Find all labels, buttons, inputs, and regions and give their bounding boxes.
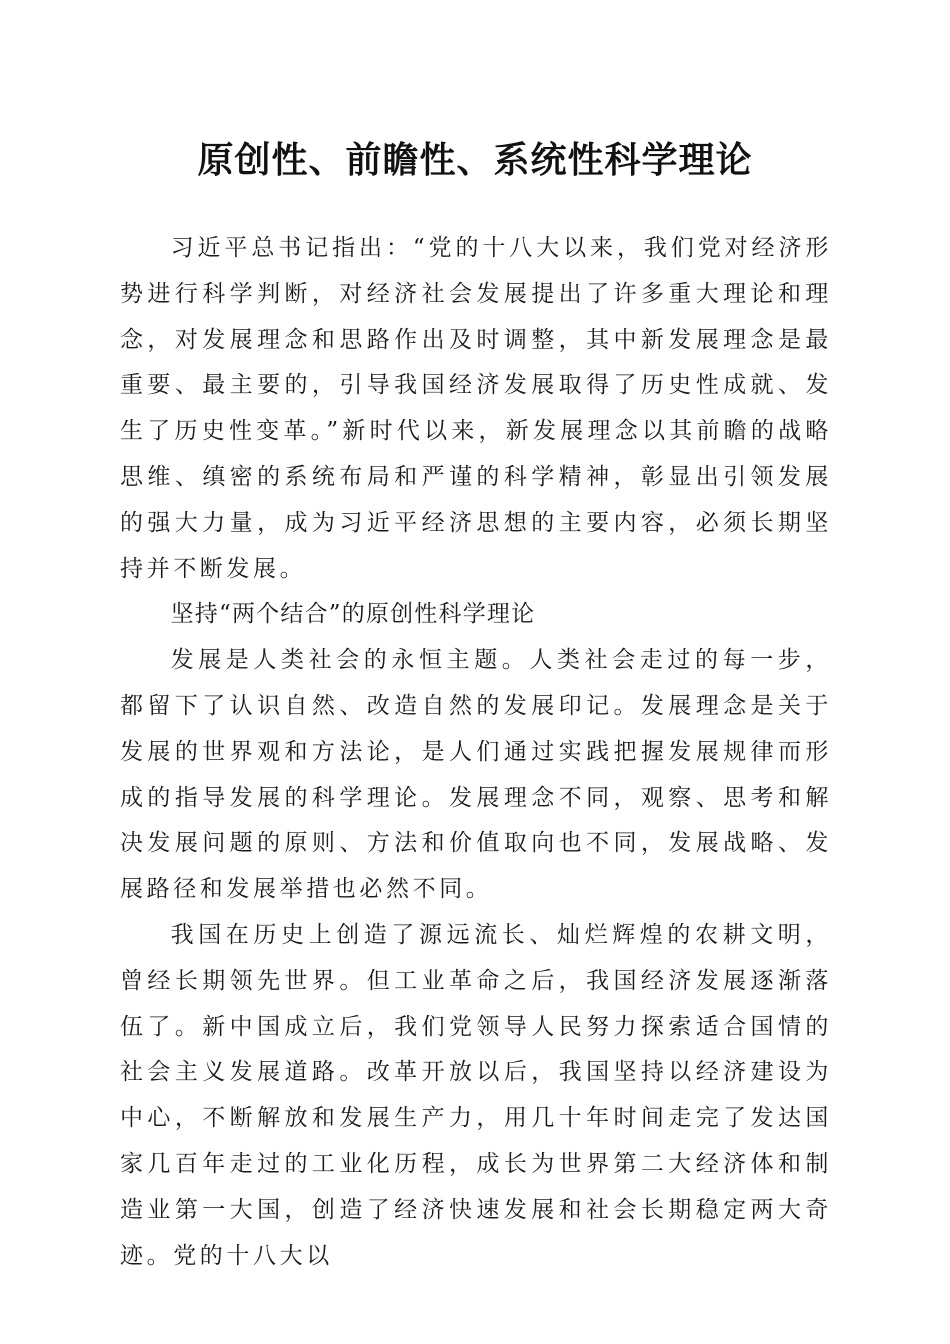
document-title: 原创性、前瞻性、系统性科学理论 (197, 139, 753, 181)
paragraph-development-theme: 发展是人类社会的永恒主题。人类社会走过的每一步，都留下了认识自然、改造自然的发展印记。发展理念是关于发展的世界观和方法论，是人们通过实践把握发展规律而形成的指导发展的科学理论。发展理念不同，观察、思考和解决发展问题的原则、方法和价值取向也不同，发展战略、发展路径和发展举措也必然不同。 (120, 647, 832, 903)
paragraph-history: 我国在历史上创造了源远流长、灿烂辉煌的农耕文明，曾经长期领先世界。但工业革命之后，我国经济发展逐渐落伍了。新中国成立后，我们党领导人民努力探索适合国情的社会主义发展道路。改革开放以后，我国坚持以经济建设为中心，不断解放和发展生产力，用几十年时间走完了发达国家几百年走过的工业化历程，成长为世界第二大经济体和制造业第一大国，创造了经济快速发展和社会长期稳定两大奇迹。党的十八大以 (120, 921, 832, 1269)
paragraph-intro: 习近平总书记指出：“党的十八大以来，我们党对经济形势进行科学判断，对经济社会发展提出了许多重大理论和理念，对发展理念和思路作出及时调整，其中新发展理念是最重要、最主要的，引导我国经济发展取得了历史性成就、发生了历史性变革。”新时代以来，新发展理念以其前瞻的战略思维、缜密的系统布局和严谨的科学精神，彰显出引领发展的强大力量，成为习近平经济思想的主要内容，必须长期坚持并不断发展。 (120, 235, 832, 582)
document-body (120, 226, 832, 1279)
section-subheading: 坚持“两个结合”的原创性科学理论 (170, 601, 536, 628)
